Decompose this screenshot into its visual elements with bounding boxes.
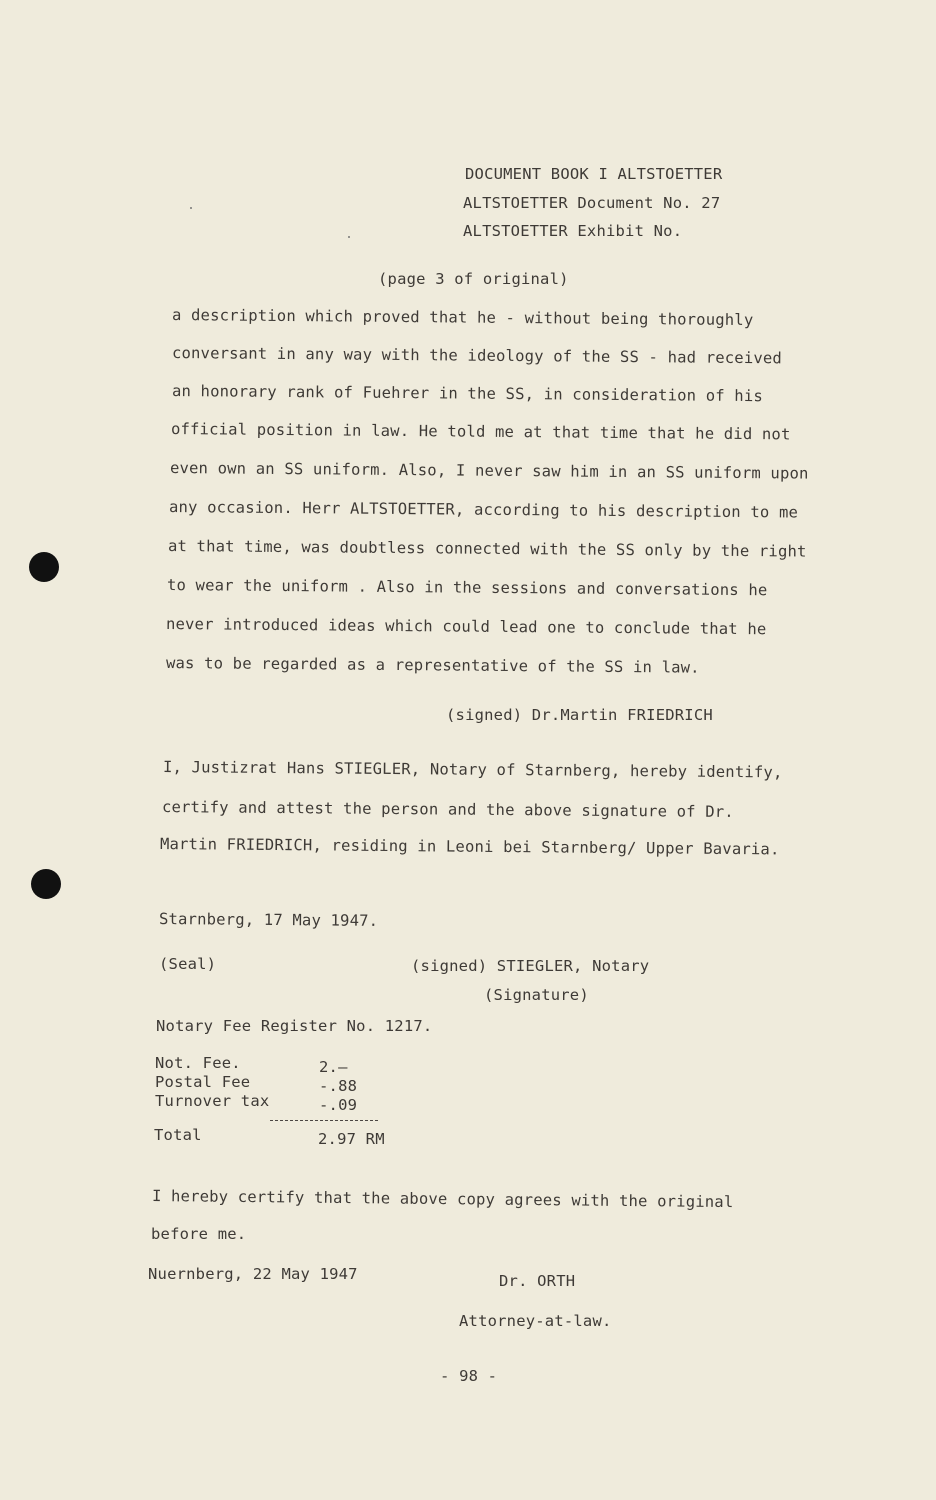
fee-label: Not. Fee. [155,1054,241,1072]
fee-register: Notary Fee Register No. 1217. [156,1017,433,1035]
certify-line: before me. [151,1225,247,1243]
notary-line: I, Justizrat Hans STIEGLER, Notary of Starnberg, hereby identify, [162,758,783,782]
signature-friedrich: (signed) Dr.Martin FRIEDRICH [446,706,713,724]
header-line-document-book: DOCUMENT BOOK I ALTSTOETTER [465,165,723,183]
punch-hole-top [29,552,59,582]
page-number: - 98 - [440,1367,498,1385]
fee-label: Turnover tax [155,1092,270,1110]
notary-line: Martin FRIEDRICH, residing in Leoni bei Starnberg/ Upper Bavaria. [159,835,780,859]
page-reference: (page 3 of original) [378,270,569,288]
seal-label: (Seal) [159,955,217,973]
total-value: 2.97 RM [318,1130,385,1148]
punch-hole-bottom [31,869,61,899]
header-line-document-no: ALTSTOETTER Document No. 27 [463,194,721,212]
body-line: any occasion. Herr ALTSTOETTER, according to his description to me [168,498,799,522]
body-line: official position in law. He told me at that time that he did not [170,420,791,444]
total-rule [270,1120,378,1121]
speck [348,236,350,238]
notary-line: certify and attest the person and the above signature of Dr. [161,798,734,821]
place-date-nuernberg: Nuernberg, 22 May 1947 [148,1265,358,1283]
body-line: at that time, was doubtless connected with the SS only by the right [167,537,807,561]
total-label: Total [154,1126,202,1144]
body-line: even own an SS uniform. Also, I never saw him in an SS uniform upon [169,459,809,483]
place-date-starnberg: Starnberg, 17 May 1947. [158,910,379,930]
attorney-title: Attorney-at-law. [459,1312,612,1330]
signature-label: (Signature) [484,986,589,1004]
body-line: conversant in any way with the ideology of the SS - had received [171,344,783,368]
certify-line: I hereby certify that the above copy agrees with the original [151,1187,734,1212]
fee-value: -.09 [319,1096,358,1114]
attorney-name: Dr. ORTH [499,1272,576,1290]
fee-value: 2.— [319,1058,348,1076]
speck [190,207,192,209]
body-line: an honorary rank of Fuehrer in the SS, in consideration of his [171,382,764,406]
body-line: a description which proved that he - without being thoroughly [171,306,754,330]
notary-signature: (signed) STIEGLER, Notary [411,957,650,975]
fee-value: -.88 [319,1077,358,1095]
fee-label: Postal Fee [155,1073,251,1091]
body-line: was to be regarded as a representative of the SS in law. [165,654,700,677]
body-line: to wear the uniform . Also in the sessions and conversations he [166,576,768,600]
header-line-exhibit-no: ALTSTOETTER Exhibit No. [463,222,683,240]
body-line: never introduced ideas which could lead one to conclude that he [165,615,767,639]
